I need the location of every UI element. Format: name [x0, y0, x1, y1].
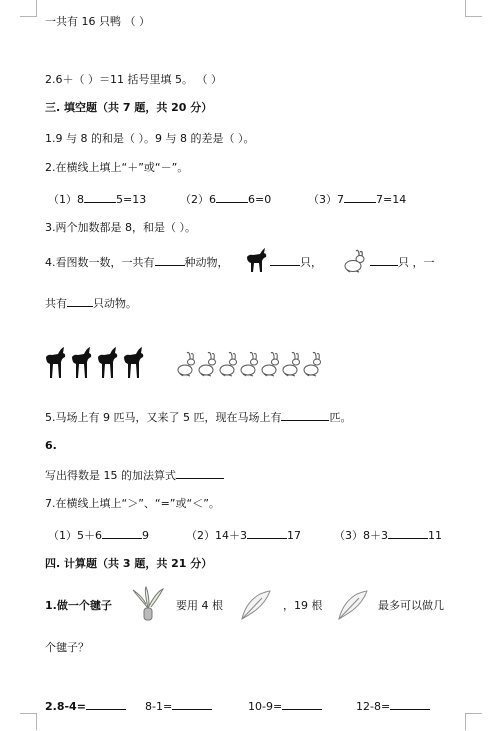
answer-blank[interactable]: [67, 294, 93, 307]
goat-icon: [70, 345, 92, 379]
feather-icon: [335, 588, 369, 622]
s4-q2-d: 12-8=: [356, 697, 430, 715]
s4-q1-b: 要用 4 根: [176, 599, 223, 612]
s4-q2-b: 8-1=: [145, 697, 212, 715]
s3-question-3: 3.两个加数都是 8，和是（ ）。: [45, 221, 196, 234]
answer-blank[interactable]: [155, 253, 185, 266]
answer-blank[interactable]: [84, 190, 116, 203]
s3-q4-part2: 只，: [270, 253, 322, 271]
rabbit-icon: [197, 350, 218, 378]
crop-mark-bottom-left: [20, 713, 37, 730]
answer-blank[interactable]: [216, 190, 248, 203]
s3-question-6-number: 6.: [45, 439, 57, 452]
duck-total-line: 一共有 16 只鸭 （ ）: [45, 15, 150, 28]
rabbit-icon: [342, 248, 368, 274]
s3-question-7: 7.在横线上填上“＞”、“=”或“＜”。: [45, 497, 220, 510]
rabbit-picture-group: [176, 350, 323, 378]
rabbit-icon: [302, 350, 323, 378]
shuttlecock-icon: [130, 586, 166, 624]
answer-blank[interactable]: [388, 526, 428, 539]
s4-q1-d: 最多可以做几: [378, 599, 444, 612]
answer-blank[interactable]: [281, 408, 329, 421]
s3-q4-part1: 4.看图数一数，一共有 种动物，: [45, 253, 229, 271]
section4-heading: 四. 计算题（共 3 题，共 21 分）: [45, 557, 213, 570]
s3-q2c: （3）7 7=14: [308, 190, 406, 208]
answer-blank[interactable]: [172, 697, 212, 710]
answer-blank[interactable]: [86, 697, 126, 710]
s3-q4-part4: 共有 只动物。: [45, 294, 137, 312]
feather-icon: [238, 588, 272, 622]
answer-blank[interactable]: [102, 526, 142, 539]
q2-fill-line: 2.6＋（ ）＝11 括号里填 5。 （ ）: [45, 73, 222, 86]
s3-q2b: （2）6 6=0: [180, 190, 271, 208]
s3-q7b: （2）14＋3 17: [186, 526, 301, 544]
s3-q7a: （1）5＋6 9: [48, 526, 149, 544]
answer-blank[interactable]: [270, 253, 300, 266]
crop-mark-top-right: [465, 0, 482, 17]
answer-blank[interactable]: [344, 190, 376, 203]
s3-question-2: 2.在横线上填上“＋”或“－”。: [45, 161, 189, 174]
crop-mark-bottom-right: [465, 713, 482, 730]
goat-picture-group: [44, 345, 144, 379]
s4-q1-c: ，19 根: [283, 599, 323, 612]
crop-mark-top-left: [20, 0, 37, 17]
section3-heading: 三. 填空题（共 7 题，共 20 分）: [45, 101, 213, 114]
s3-q2a: （1）8 5=13: [48, 190, 146, 208]
goat-icon: [96, 345, 118, 379]
s3-q4-part3: 只 ，一: [370, 253, 435, 271]
s3-question-5: 5.马场上有 9 匹马，又来了 5 匹，现在马场上有 匹。: [45, 408, 351, 426]
s3-q7c: （3）8＋3 11: [334, 526, 442, 544]
rabbit-icon: [239, 350, 260, 378]
rabbit-icon: [281, 350, 302, 378]
goat-icon: [244, 246, 268, 274]
answer-blank[interactable]: [247, 526, 287, 539]
goat-icon: [44, 345, 66, 379]
s4-q1-a: 1.做一个毽子: [45, 599, 112, 612]
rabbit-icon: [176, 350, 197, 378]
s4-q2-a: 2.8-4=: [45, 697, 126, 715]
rabbit-icon: [260, 350, 281, 378]
s3-question-6: 写出得数是 15 的加法算式: [45, 466, 224, 484]
answer-blank[interactable]: [282, 697, 322, 710]
rabbit-icon: [218, 350, 239, 378]
answer-blank[interactable]: [390, 697, 430, 710]
s3-question-1: 1.9 与 8 的和是（ ）。9 与 8 的差是（ ）。: [45, 132, 255, 145]
goat-icon: [122, 345, 144, 379]
s4-q2-c: 10-9=: [248, 697, 322, 715]
s4-q1-e: 个毽子？: [45, 641, 89, 654]
answer-blank[interactable]: [370, 253, 398, 266]
answer-blank[interactable]: [176, 466, 224, 479]
